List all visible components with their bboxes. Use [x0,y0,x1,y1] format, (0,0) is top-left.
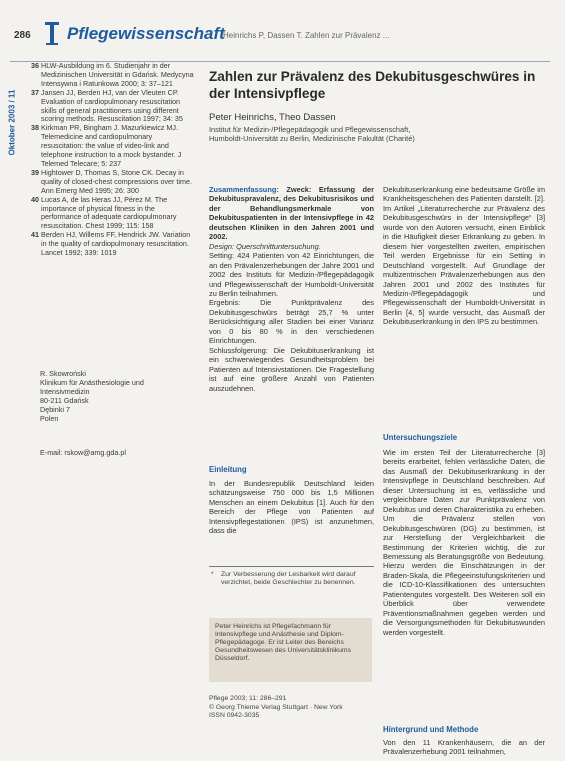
publication-info: Pflege 2003; 11: 286–291 © Georg Thieme Verlag Stuttgart · New York ISSN 0942-3035 [209,695,343,719]
abstract-purpose: Zweck: Erfassung der Dekubituspravalenz, des Dekubitusrisikos und der Behandlungsmerkmale von Dekubituspatienten in der Intensivpflege in 42 deutschen Kliniken in den Jahren 2001 und 2002. [209,185,374,242]
correspondence-name: R. Skowroński [40,369,86,378]
footnote-marker-icon: * [211,571,214,578]
abstract-results: Ergebnis: Die Punktprävalenz des Dekubitusgeschwürs beträgt 25,7 % unter Berücksichtigung aller Stadien bei einer Varianz von 0 bis 80 % in den verschiedenen Einrichtungen. [209,298,374,346]
article-affiliation: Institut für Medizin-/Pflegepädagogik und Pflegewissenschaft, Humboldt-Universität zu Berlin, Medizinische Fakultät (Charité) [209,125,415,143]
issue-date: Oktober 2003 / 11 [7,89,17,156]
section-heading-untersuchungsziele: Untersuchungsziele [383,433,458,442]
reference-item: 37 Jansen JJ, Berden HJ, van der Vleuten CP. Evaluation of cardiopulmonary resuscitation skills of general practitioners using different scoring methods. Resuscitation 1997; 34: 35 [31,87,183,124]
author-info-box [209,618,372,682]
journal-logo-icon [43,20,61,46]
page-header [0,14,565,48]
page-number: 286 [14,30,31,41]
reference-item: 36 HLW-Ausbildung im 6. Studienjahr in der Medizinischen Universität in Gdańsk. Medycyna Intensywna i Ratunkowa 2000; 3: 37–121 [31,61,194,88]
abstract-label: Zusammenfassung: [209,185,279,194]
abstract [209,185,374,393]
section-heading-methode: Hintergrund und Methode [383,725,479,734]
reference-item: 40 Lucas A, de las Heras JJ, Pérez M. The importance of physical fitness in the performance of adequate cardiopulmonary resuscitation. Chest 1999; 115: 158 [31,194,177,231]
body-text-right-2: Wie im ersten Teil der Literaturrecherche [3] bereits erarbeitet, fehlen verlässliche Daten, die das Ausmaß der Dekubituserkrankung in der Intensivpflege in Deutschland beschreiben. Auf dieser Untersuchung ist es, verlässliche und vergleichbare Daten zur Punktprävalenz von Dekubitus und deren Charakteristika zu erheben. Um die Prävalenz stellen von Dekubitusgeschwüren (DG) zu bestimmen, ist zur Herstellung der Vergleichbarkeit die Bestimmung der Kriterien wichtig, die zur Bemessung als Beratungsgröße von Bedeutung. Hierzu werden die Einschätzungen in der Braden-Skala, die Pflegeeinstufungskriterien und die ICD-10-Klassifikationen des untersuchten Patientengutes vorgestellt. Des Weiteren soll ein Überblick über verwendete Präventionsmaßnahmen gegeben werden und die Versorgungsmethoden für Dekubituswunden werden vorgestellt. [383,448,545,637]
body-text-right-3: Von den 11 Krankenhäusern, die an der Prävalenzerhebung 2001 teilnahmen, [383,738,545,757]
correspondence-email[interactable]: E-mail: rskow@amg.gda.pl [40,448,126,457]
running-head: Heinrichs P, Dassen T. Zahlen zur Prävalenz ... [223,31,390,40]
reference-item: 38 Kirkman PR, Bingham J. Mazurkiewicz MJ. Telemedicine and cardiopulmonary resuscitation: the value of video-link and telephone instruction to a mock bystander. J Telemed Telecare; 5: 237 [31,123,182,168]
reference-item: 41 Berden HJ, Willems FF, Hendrick JW. Variation in the quality of cardiopulmonary resuscitation. Lancet 1992; 339: 1019 [31,230,191,258]
article-authors: Peter Heinrichs, Theo Dassen [209,112,336,123]
abstract-conclusion: Schlussfolgerung: Die Dekubituserkrankung ist ein schwerwiegendes Gesundheitsproblem bei Patienten auf Intensivstationen. Die Fragestellung ist auf eine größere Anzahl von Patienten auszudehnen. [209,345,374,393]
correspondence-address: R. Skowroński Klinikum für Anästhesiologie und Intensivmedizin 80-211 Gdańsk Dębinki 7 Polen [40,369,190,423]
abstract-design: Design: Querschnittuntersuchung. [209,241,321,251]
author-info-text: Peter Heinrichs ist Pflegefachmann für Intensivpflege und Anästhesie und Diplom-Pflegepädagoge. Er ist Leiter des Bereichs Gesundheitswesen des Universitätsklinikums Düsseldorf. [215,623,351,663]
issue-date-sidebar [6,60,18,190]
journal-name: Pflegewissenschaft [67,24,225,43]
section-heading-einleitung: Einleitung [209,465,247,474]
footnote: * Zur Verbesserung der Lesbarkeit wird darauf verzichtet, beide Geschlechter zu benennen. [211,571,356,587]
reference-item: 39 Hightower D, Thomas S, Stone CK. Decay in quality of closed-chest compressions over time. Ann Emerg Med 1995; 26: 300 [31,167,193,195]
article-title: Zahlen zur Prävalenz des Dekubitusgeschwüres in der Intensivpflege [209,69,536,101]
einleitung-text: In der Bundesrepublik Deutschland leiden schätzungsweise 750 000 bis 1,5 Millionen Menschen an einem Dekubitus [1]. Auch für den Bereich der Pflege von Patienten auf Intensivpflegestationen (IPS) ist anzunehmen, dass die [209,479,374,536]
body-text-right-1: Dekubituserkrankung eine bedeutsame Größe im Krankheitsgeschehen des Patienten darstellt. [2]. Im Artikel „Literaturrecherche zur Prävalenz des Dekubitusgeschwürs in der Intensivpflege“ [3] wurde von den Autoren versucht, einen Einblick in die Häufigkeit dieser Erkrankung zu geben. In diesem hier vorgestellten zweiten, empirischen Teil werden Ergebnisse für ein Setting in Deutschland vorgestellt. Auf Grundlage der multizentrischen Prävalenzerhebungen aus den Jahren 2001 und 2002 des Institutes für Medizin-/Pflegepädagogik und Pflegewissenschaft der Humboldt-Universität in Berlin [4, 5] wurde versucht, das Ausmaß der Dekubituserkrankung in den IPS zu bestimmen. [383,185,545,327]
reference-list [28,62,196,258]
abstract-setting: Setting: 424 Patienten von 42 Einrichtungen, die an den Prävalenzerhebungen der Jahre 2001 und 2002 des Instituts für Medizin-/Pflegepädagogik und Pflegewissenschaft der Humboldt-Universität zu Berlin teilnahmen. [209,251,374,298]
footnote-rule [209,566,374,567]
